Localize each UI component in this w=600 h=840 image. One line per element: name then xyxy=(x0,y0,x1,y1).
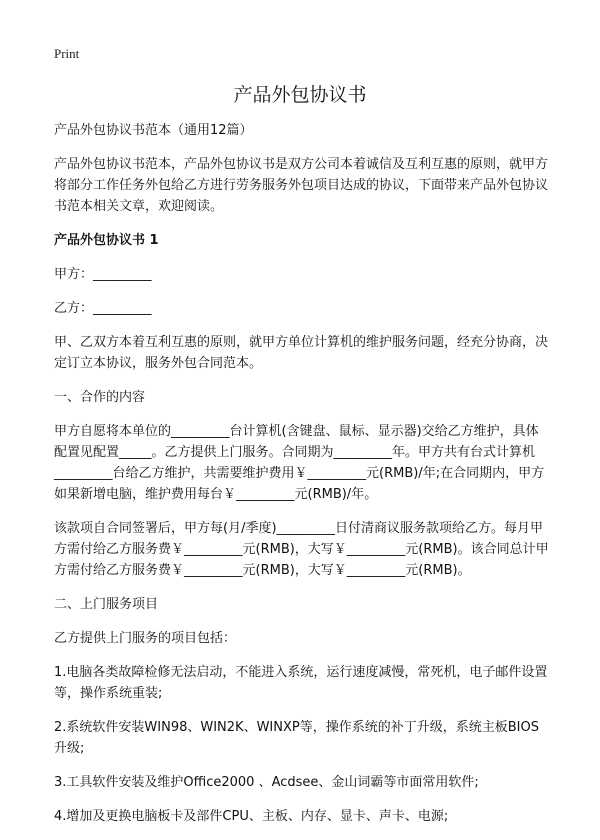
cooperation-paragraph-2: 该款项自合同签署后，甲方每(月/季度)_________日付清商议服务款项给乙方。每月甲方需付给乙方服务费￥_________元(RMB)，大写￥_________元(RMB)。该合同总计甲方需付给乙方服务费￥_________元(RMB)，大写￥_________元(RMB)。 xyxy=(54,521,549,578)
preamble-paragraph: 甲、乙双方本着互利互惠的原则，就甲方单位计算机的维护服务问题，经充分协商，决定订立本协议，服务外包合同范本。 xyxy=(54,335,549,371)
document-body xyxy=(54,120,550,840)
section-heading-1: 产品外包协议书 1 xyxy=(54,233,159,248)
party-b-line: 乙方：_________ xyxy=(54,301,152,316)
party-a-line: 甲方：_________ xyxy=(54,267,152,282)
subtitle: 产品外包协议书范本（通用12篇） xyxy=(54,123,253,138)
service-heading: 二、上门服务项目 xyxy=(54,597,159,612)
cooperation-paragraph-1: 甲方自愿将本单位的_________台计算机(含键盘、鼠标、显示器)交给乙方维护，具体配置见配置_____。乙方提供上门服务。合同期为_________年。甲方共有台式计算机_________台给乙方维护，共需要维护费用￥_________元(RMB)/年;在合同期内，甲方如果新增电脑，维护费用每台￥_________元(RMB)/年。 xyxy=(54,424,545,502)
service-intro: 乙方提供上门服务的项目包括： xyxy=(54,631,237,646)
service-item-2: 2.系统软件安装WIN98、WIN2K、WINXP等，操作系统的补丁升级，系统主板BIOS升级; xyxy=(54,720,539,756)
intro-paragraph: 产品外包协议书范本，产品外包协议书是双方公司本着诚信及互利互惠的原则，就甲方将部分工作任务外包给乙方进行劳务服务外包项目达成的协议，下面带来产品外包协议书范本相关文章，欢迎阅读。 xyxy=(54,157,549,214)
service-item-3: 3.工具软件安装及维护Office2000 、Acdsee、金山词霸等市面常用软件; xyxy=(54,775,479,790)
document-title: 产品外包协议书 xyxy=(233,84,367,106)
print-label[interactable]: Print xyxy=(54,46,80,61)
service-item-4: 4.增加及更换电脑板卡及部件CPU、主板、内存、显卡、声卡、电源; xyxy=(54,809,449,824)
service-item-1: 1.电脑各类故障检修无法启动，不能进入系统，运行速度减慢，常死机，电子邮件设置等，操作系统重装; xyxy=(54,665,548,701)
cooperation-heading: 一、合作的内容 xyxy=(54,390,146,405)
